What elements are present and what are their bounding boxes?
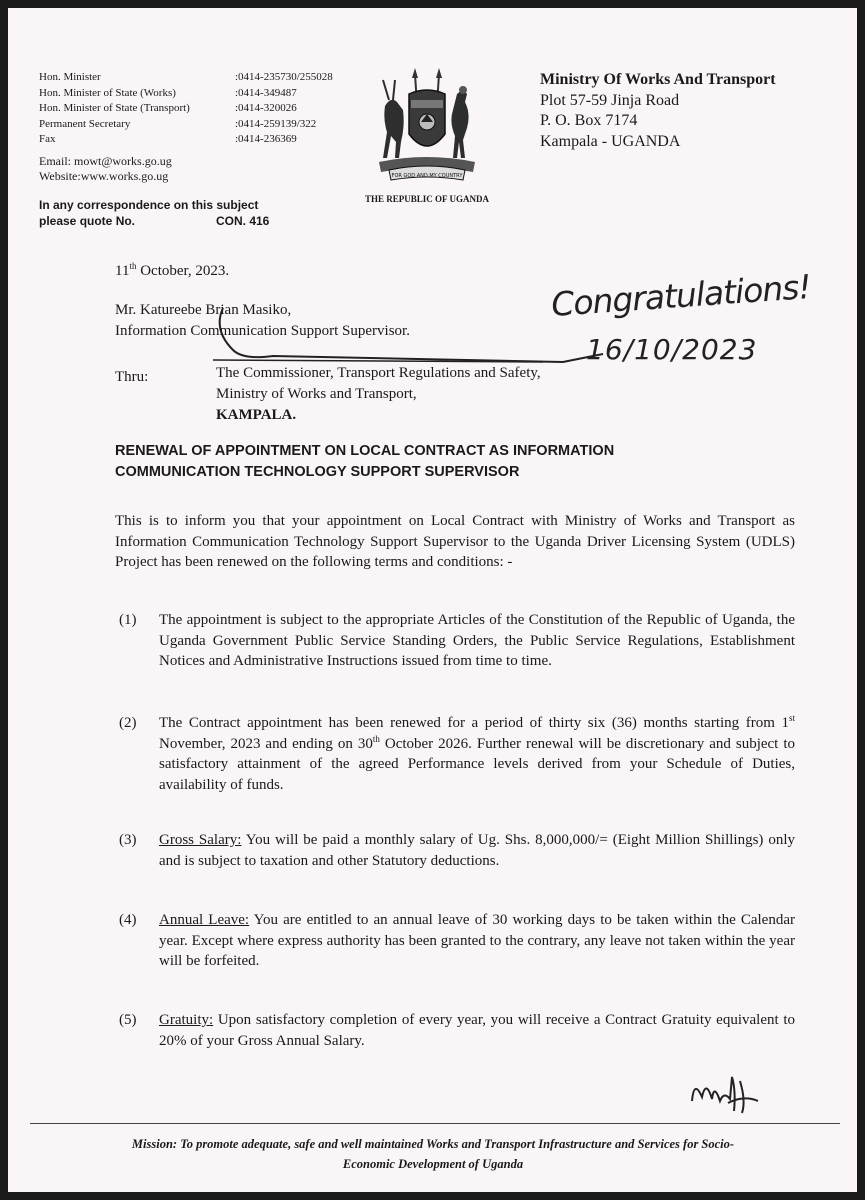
mission-line: Mission: To promote adequate, safe and well maintained Works and Transport Infrastructure and Services for Socio- [131, 1137, 735, 1151]
term-item [119, 910, 795, 972]
contact-number: :0414-235730/255028 [235, 71, 333, 83]
quote-line-2: please quote No. [39, 214, 136, 228]
contact-row [39, 117, 333, 133]
quote-reference-block [39, 197, 270, 229]
term-text-sup: st [788, 713, 795, 723]
term-text: The appointment is subject to the appropriate Articles of the Constitution of the Republic of Uganda, the Uganda Government Public Service Standing Orders, the Public Service Regulations, Establishment Notices and Administrative Instructions issued from time to time. [159, 612, 795, 669]
term-heading: Annual Leave: [159, 912, 250, 928]
thru-label: Thru: [115, 369, 149, 385]
term-text-sup: th [372, 733, 380, 744]
term-body: You will be paid a monthly salary of Ug. Shs. 8,000,000/= (Eight Million Shillings) only and is subject to taxation and other Statutory deductions. [159, 832, 795, 869]
term-item [119, 713, 795, 795]
thru-line: The Commissioner, Transport Regulations and Safety, [216, 365, 541, 381]
contact-row [39, 101, 333, 117]
ministry-address-line: P. O. Box 7174 [540, 112, 638, 129]
subject-line: RENEWAL OF APPOINTMENT ON LOCAL CONTRACT AS INFORMATION [115, 443, 615, 459]
term-number: (3) [119, 832, 137, 848]
subject-line: COMMUNICATION TECHNOLOGY SUPPORT SUPERVISOR [115, 464, 520, 480]
thru-line: Ministry of Works and Transport, [216, 386, 417, 402]
contact-list [39, 70, 333, 148]
email-address: Email: mowt@works.go.ug [39, 154, 172, 168]
reference-number: CON. 416 [216, 214, 270, 228]
contact-label: Permanent Secretary [39, 117, 131, 130]
letter-subject [115, 441, 795, 483]
term-text [159, 1010, 795, 1051]
crest-caption: THE REPUBLIC OF UGANDA [365, 194, 489, 204]
ministry-address-line: Kampala - UGANDA [540, 132, 681, 150]
term-heading: Gratuity: [159, 1012, 214, 1028]
letter-page [8, 8, 857, 1192]
contact-row [39, 132, 333, 148]
addressee-name: Mr. Katureebe Brian Masiko, [115, 302, 292, 318]
contact-number: :0414-236369 [235, 133, 297, 145]
handwritten-note: Congratulations! [549, 266, 812, 325]
term-body: Upon satisfactory completion of every year, you will receive a Contract Gratuity equivalent to 20% of your Gross Annual Salary. [159, 1012, 795, 1049]
mission-line: Economic Development of Uganda [342, 1157, 524, 1171]
footer-divider [30, 1123, 840, 1124]
signature-initials [684, 1071, 764, 1116]
term-text-part: The Contract appointment has been renewed for a period of thirty six (36) months starting from 1 [159, 715, 789, 731]
term-body: You are entitled to an annual leave of 30 working days to be taken within the Calendar year. Except where express authority has been granted to the contrary, any leave not taken within the year will be forfeited. [159, 912, 795, 969]
handwritten-date: 16/10/2023 [586, 333, 758, 366]
thru-city: KAMPALA. [216, 407, 297, 423]
term-text [159, 830, 795, 871]
term-number: (1) [119, 612, 137, 628]
contact-label: Hon. Minister [39, 71, 101, 83]
term-heading: Gross Salary: [159, 832, 242, 848]
term-text-part: October 2026. Further renewal will be discretionary and subject to satisfactory attainment of the agreed Performance levels derived from your Schedule of Duties, availability of funds. [159, 735, 795, 793]
contact-number: :0414-349487 [235, 86, 297, 99]
term-item [119, 830, 795, 871]
mission-statement [33, 1134, 833, 1174]
coat-of-arms [365, 66, 489, 206]
contact-label: Fax [39, 133, 56, 145]
term-number: (5) [119, 1012, 137, 1028]
letter-intro: This is to inform you that your appointment on Local Contract with Ministry of Works and Transport as Information Communication Technology Support Supervisor to the Uganda Driver Licensing System (UDLS) Project has been renewed on the following terms and conditions: - [115, 513, 795, 570]
crest-motto: FOR GOD AND MY COUNTRY [391, 173, 463, 179]
term-text-part: November, 2023 and ending on 30 [159, 735, 373, 752]
addressee-title: Information Communication Support Supervisor. [115, 323, 410, 339]
contact-number: :0414-259139/322 [235, 117, 317, 130]
ministry-address-line: Plot 57-59 Jinja Road [540, 91, 680, 109]
term-number: (4) [119, 912, 137, 928]
term-text [159, 713, 795, 795]
term-item [119, 1010, 795, 1051]
date-rest: October, 2023. [136, 263, 230, 279]
contact-row [39, 86, 333, 102]
contact-row [39, 70, 333, 86]
ministry-address [540, 70, 776, 152]
email-block [39, 154, 172, 184]
date-suffix: th [129, 261, 137, 271]
coat-of-arms-icon [365, 66, 489, 190]
term-text [159, 910, 795, 972]
quote-line-1: In any correspondence on this subject [39, 198, 259, 212]
contact-label: Hon. Minister of State (Transport) [39, 102, 190, 114]
term-item [119, 610, 795, 672]
contact-number: :0414-320026 [235, 102, 297, 114]
date-day: 11 [115, 263, 130, 279]
website-address: Website:www.works.go.ug [39, 169, 169, 183]
ministry-name: Ministry Of Works And Transport [540, 71, 776, 88]
contact-label: Hon. Minister of State (Works) [39, 86, 176, 99]
term-number: (2) [119, 715, 137, 731]
